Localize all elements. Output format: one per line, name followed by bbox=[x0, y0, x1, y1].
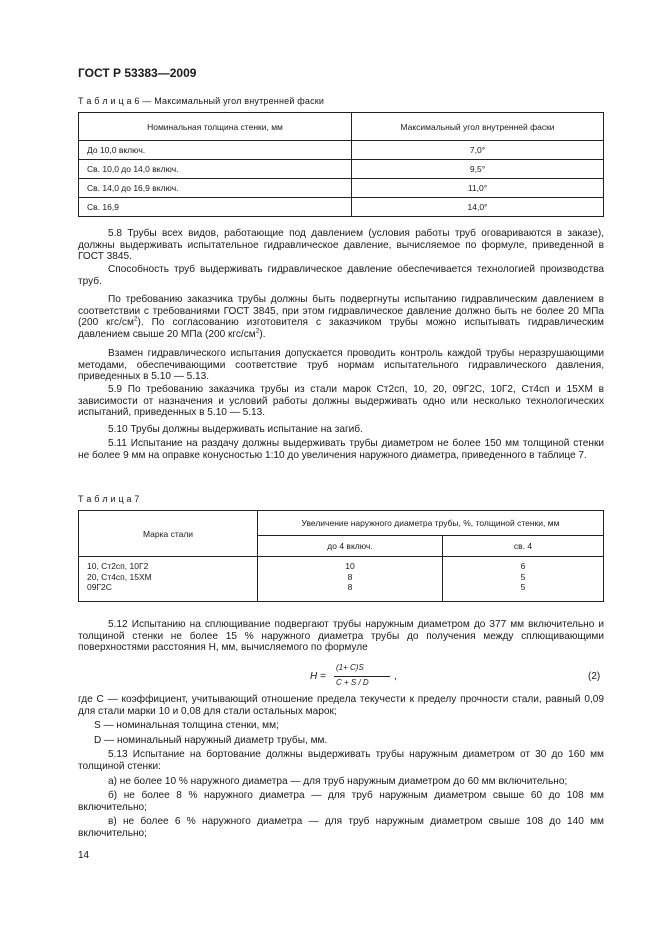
paragraph-5-13-a: а) не более 10 % наружного диаметра — для труб наружным диаметром до 60 мм включительно; bbox=[108, 776, 568, 787]
table-row bbox=[79, 179, 604, 198]
table7-value: 8 bbox=[347, 582, 353, 592]
table7-caption: Т а б л и ц а 7 bbox=[78, 494, 140, 504]
table7-values-sub2 bbox=[443, 557, 604, 602]
table6-caption bbox=[78, 96, 324, 106]
page-number: 14 bbox=[78, 850, 90, 861]
fraction-bar bbox=[334, 676, 390, 677]
paragraph-5-10: 5.10 Трубы должны выдерживать испытание на загиб. bbox=[108, 424, 363, 435]
table7 bbox=[78, 510, 604, 602]
table7-grade: 10, Ст2сп, 10Г2 bbox=[87, 561, 149, 571]
table7-grades-cell bbox=[79, 557, 258, 602]
table6-header-thickness: Номинальная толщина стенки, мм bbox=[79, 113, 352, 141]
table7-value: 5 bbox=[520, 582, 526, 592]
table7-header-sub1: до 4 включ. bbox=[258, 536, 443, 557]
paragraph-part: ). По согласованию изготовителя с заказчиком трубы можно испытывать гидравлическим давлением свыше 20 МПа (200 кгс/см bbox=[78, 317, 604, 340]
paragraph-5-13-b: б) не более 8 % наружного диаметра — для труб наружным диаметром свыше 60 до 108 мм включительно; bbox=[78, 790, 604, 813]
paragraph-part: По требованию заказчика трубы должны быть подвергнуты испытанию гидравлическим давлением в соответствии с требованиями ГОСТ 3845, при этом гидравлическое давление должно быть не более 20 МПа (200 кгс/см bbox=[78, 294, 604, 329]
table6-header-angle: Максимальный угол внутренней фаски bbox=[352, 113, 604, 141]
table7-value: 5 bbox=[520, 571, 526, 582]
formula-2 bbox=[310, 662, 610, 692]
table6-angle: 9,5° bbox=[352, 160, 604, 179]
table6 bbox=[78, 112, 604, 217]
paragraph-5-9: 5.9 По требованию заказчика трубы из стали марок Ст2сп, 10, 20, 09Г2С, 10Г2, Ст4сп и 15ХМ в зависимости от назначения и условий работы должны выдерживать одно или несколько технологических испытаний, приведенных в 5.10 — 5.13. bbox=[78, 384, 604, 419]
where-d: D — номинальный наружный диаметр трубы, мм. bbox=[94, 735, 328, 746]
table7-value: 6 bbox=[520, 561, 526, 571]
table7-grade: 09Г2С bbox=[87, 582, 112, 592]
table7-header-group: Увеличение наружного диаметра трубы, %, толщиной стенки, мм bbox=[258, 511, 604, 536]
formula-lhs: H = bbox=[310, 671, 326, 682]
paragraph-5-8-hydraulic bbox=[78, 294, 604, 340]
superscript: 2 bbox=[255, 327, 260, 335]
table-row bbox=[79, 557, 604, 602]
table6-thickness: Св. 14,0 до 16,9 включ. bbox=[79, 179, 352, 198]
paragraph-5-8-capability: Способность труб выдерживать гидравлическое давление обеспечивается технологией производства труб. bbox=[78, 264, 604, 287]
table7-header-sub2: св. 4 bbox=[443, 536, 604, 557]
equation-number: (2) bbox=[588, 671, 601, 682]
table6-caption-title: — Максимальный угол внутренней фаски bbox=[139, 96, 325, 106]
table7-value: 10 bbox=[345, 561, 355, 571]
table-row bbox=[79, 198, 604, 217]
table6-angle: 14,0° bbox=[352, 198, 604, 217]
table-row bbox=[79, 141, 604, 160]
paragraph-5-12: 5.12 Испытанию на сплющивание подвергают трубы наружным диаметром до 377 мм включительно и толщиной стенки не более 15 % наружного диаметра трубы до получения между сплющивающими поверхностями расстояния H, мм, вычисляемого по формуле bbox=[78, 619, 604, 654]
standard-header: ГОСТ Р 53383—2009 bbox=[78, 66, 197, 80]
paragraph-5-11: 5.11 Испытание на раздачу должны выдерживать трубы диаметром не более 150 мм толщиной стенки не более 9 мм на оправке конусностью 1:10 до увеличения наружного диаметра, приведенного в таблице 7. bbox=[78, 438, 604, 461]
paragraph-5-8-ndt: Взамен гидравлического испытания допускается проводить контроль каждой трубы неразрушающими методами, обеспечивающими соответствие труб нормам испытательного гидравлического давления, приведенных в 5.10 — 5.13. bbox=[78, 348, 604, 383]
formula-comma: , bbox=[394, 671, 397, 682]
paragraph-5-13: 5.13 Испытание на бортование должны выдерживать трубы наружным диаметром от 30 до 160 мм толщиной стенки: bbox=[78, 749, 604, 772]
table7-grade: 20, Ст4сп, 15ХМ bbox=[87, 571, 152, 582]
table6-angle: 11,0° bbox=[352, 179, 604, 198]
formula-denominator: C + S / D bbox=[336, 678, 369, 687]
table6-thickness: Св. 10,0 до 14,0 включ. bbox=[79, 160, 352, 179]
formula-numerator: (1+ C)S bbox=[336, 663, 364, 672]
where-s: S — номинальная толщина стенки, мм; bbox=[94, 720, 279, 731]
table7-header-grade: Марка стали bbox=[79, 511, 258, 557]
table6-caption-prefix: Т а б л и ц а 6 bbox=[78, 96, 140, 106]
table6-angle: 7,0° bbox=[352, 141, 604, 160]
table-row bbox=[79, 160, 604, 179]
paragraph-5-13-c: в) не более 6 % наружного диаметра — для труб наружным диаметром свыше 108 до 140 мм включительно; bbox=[78, 816, 604, 839]
superscript: 2 bbox=[133, 315, 138, 323]
table7-values-sub1 bbox=[258, 557, 443, 602]
where-c: где C — коэффициент, учитывающий отношение предела текучести к пределу прочности стали, равный 0,09 для стали марки 10 и 0,08 для стали остальных марок; bbox=[78, 694, 604, 717]
table6-thickness: Св. 16,9 bbox=[79, 198, 352, 217]
table7-value: 8 bbox=[347, 571, 353, 582]
paragraph-5-8: 5.8 Трубы всех видов, работающие под давлением (условия работы труб оговариваются в заказе), должны выдерживать испытательное гидравлическое давление, вычисляемое по формуле, приведенной в ГОСТ 3845. bbox=[78, 228, 604, 263]
table6-thickness: До 10,0 включ. bbox=[79, 141, 352, 160]
paragraph-part: ). bbox=[259, 328, 266, 340]
